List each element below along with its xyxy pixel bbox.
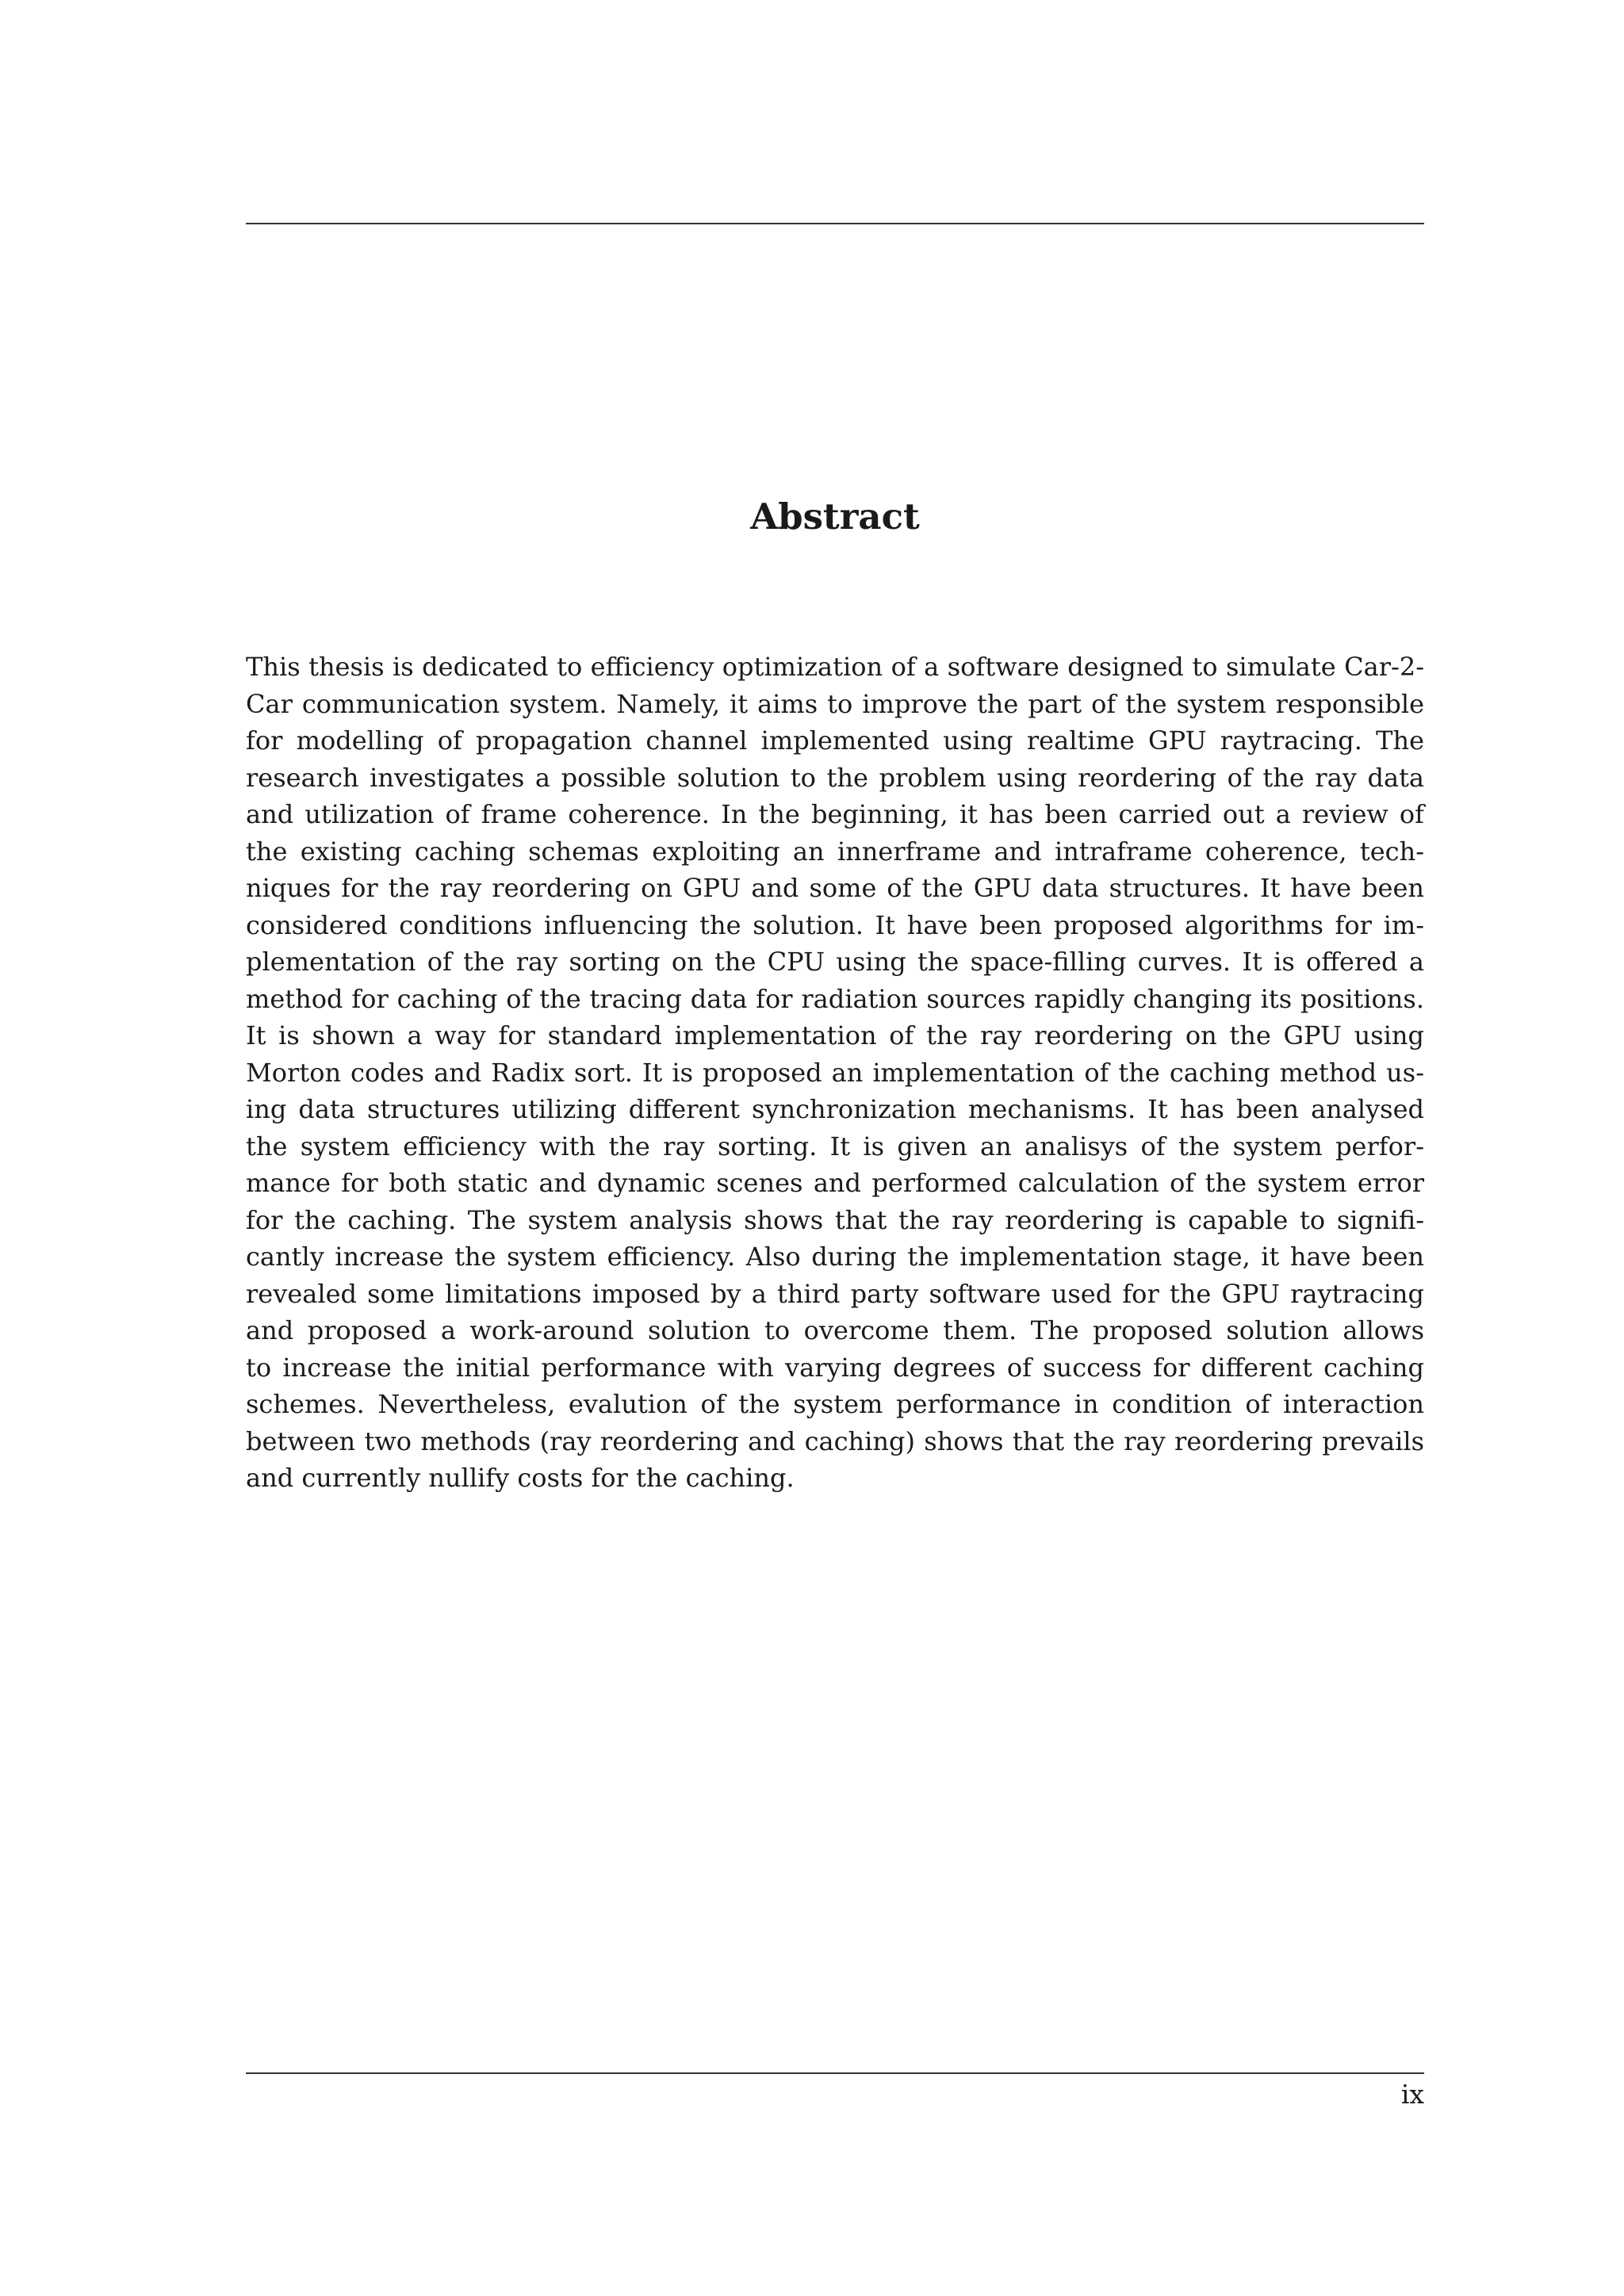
abstract-line: Car communication system. Namely, it aims to improve the part of the system responsible bbox=[246, 688, 1424, 719]
page-title: Abstract bbox=[750, 496, 920, 538]
abstract-line: the system efficiency with the ray sorting. It is given an analisys of the system perfor- bbox=[246, 1131, 1424, 1161]
abstract-line: research investigates a possible solution to the problem using reordering of the ray data bbox=[246, 762, 1424, 793]
header-rule bbox=[246, 223, 1424, 224]
abstract-line: mance for both static and dynamic scenes and performed calculation of the system error bbox=[246, 1168, 1424, 1198]
abstract-line: and proposed a work-around solution to overcome them. The proposed solution allows bbox=[246, 1315, 1424, 1345]
abstract-body bbox=[246, 649, 1424, 1497]
abstract-line: Morton codes and Radix sort. It is proposed an implementation of the caching method us- bbox=[246, 1057, 1424, 1088]
abstract-line: for modelling of propagation channel implemented using realtime GPU raytracing. The bbox=[246, 725, 1424, 756]
footer-rule bbox=[246, 2072, 1424, 2074]
abstract-line: and utilization of frame coherence. In the beginning, it has been carried out a review of bbox=[246, 799, 1424, 829]
abstract-line: It is shown a way for standard implementation of the ray reordering on the GPU using bbox=[246, 1020, 1424, 1050]
abstract-line: This thesis is dedicated to efficiency optimization of a software designed to simulate Car-2- bbox=[246, 652, 1424, 682]
abstract-line: between two methods (ray reordering and caching) shows that the ray reordering prevails bbox=[246, 1425, 1424, 1456]
abstract-line: for the caching. The system analysis shows that the ray reordering is capable to signifi- bbox=[246, 1204, 1424, 1235]
abstract-line: cantly increase the system efficiency. Also during the implementation stage, it have been bbox=[246, 1242, 1424, 1272]
abstract-line: plementation of the ray sorting on the CPU using the space-filling curves. It is offered a bbox=[246, 947, 1424, 977]
abstract-line: revealed some limitations imposed by a third party software used for the GPU raytracing bbox=[246, 1278, 1424, 1309]
abstract-line: method for caching of the tracing data for radiation sources rapidly changing its positions. bbox=[246, 983, 1424, 1014]
abstract-line: schemes. Nevertheless, evalution of the system performance in condition of interaction bbox=[246, 1389, 1424, 1419]
abstract-line: the existing caching schemas exploiting an innerframe and intraframe coherence, tech- bbox=[246, 836, 1424, 867]
page-number: ix bbox=[1400, 2079, 1424, 2110]
abstract-line: considered conditions influencing the solution. It have been proposed algorithms for im- bbox=[246, 909, 1424, 940]
abstract-line: niques for the ray reordering on GPU and some of the GPU data structures. It have been bbox=[246, 873, 1424, 903]
abstract-line: and currently nullify costs for the caching. bbox=[246, 1463, 795, 1493]
abstract-line: to increase the initial performance with varying degrees of success for different caching bbox=[246, 1352, 1424, 1383]
abstract-line: ing data structures utilizing different synchronization mechanisms. It has been analysed bbox=[246, 1094, 1424, 1124]
